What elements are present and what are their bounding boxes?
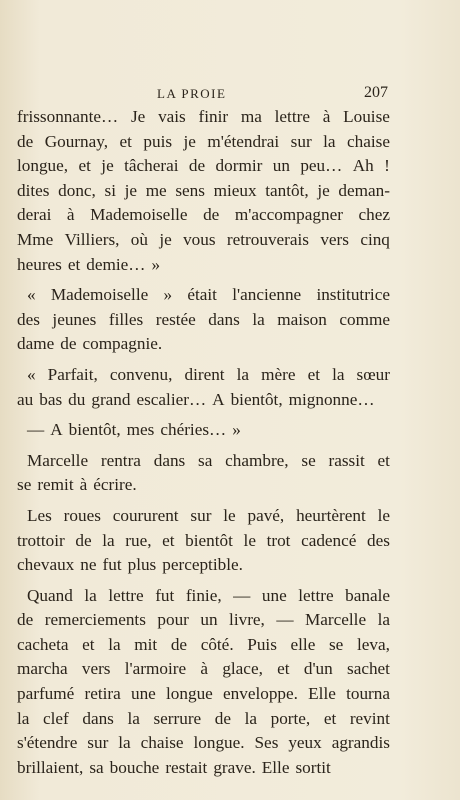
text-line: s'étendre sur la chaise longue. Ses yeux agrandis bbox=[17, 733, 390, 753]
text-line: Mme Villiers, où je vous retrouverais vers cinq bbox=[17, 229, 390, 249]
page-number: 207 bbox=[364, 84, 388, 101]
paragraph bbox=[17, 504, 390, 578]
paragraph bbox=[17, 283, 390, 357]
text-line: « Mademoiselle » était l'ancienne institutrice bbox=[27, 285, 390, 305]
text-line: cacheta et la mit de côté. Puis elle se leva, bbox=[17, 634, 390, 654]
text-line: se remit à écrire. bbox=[17, 475, 137, 495]
text-line: brillaient, sa bouche restait grave. Elle sortit bbox=[17, 757, 331, 777]
text-line: — A bientôt, mes chéries… » bbox=[27, 420, 241, 440]
running-title: LA PROIE bbox=[157, 86, 227, 101]
paragraph bbox=[17, 418, 390, 443]
text-line: des jeunes filles restée dans la maison comme bbox=[17, 309, 390, 329]
text-line: chevaux ne fut plus perceptible. bbox=[17, 555, 243, 575]
text-line: trottoir de la rue, et bientôt le trot cadencé des bbox=[17, 530, 390, 550]
paragraph bbox=[17, 584, 390, 781]
text-line: la clef dans la serrure de la porte, et revint bbox=[17, 708, 390, 728]
text-line: marcha vers l'armoire à glace, et d'un sachet bbox=[17, 659, 390, 679]
text-line: au bas du grand escalier… A bientôt, mignonne… bbox=[17, 389, 375, 409]
paragraph bbox=[17, 449, 390, 498]
text-line: Les roues coururent sur le pavé, heurtèrent le bbox=[27, 505, 390, 525]
page-header bbox=[17, 86, 388, 106]
text-line: heures et demie… » bbox=[17, 254, 161, 274]
text-line: derai à Mademoiselle de m'accompagner chez bbox=[17, 205, 390, 225]
paragraph bbox=[17, 363, 390, 412]
text-line: de remerciements pour un livre, — Marcelle la bbox=[17, 610, 390, 630]
text-line: Marcelle rentra dans sa chambre, se rassit et bbox=[27, 450, 390, 470]
paragraph bbox=[17, 105, 390, 277]
text-line: longue, et je tâcherai de dormir un peu… Ah ! bbox=[17, 156, 390, 176]
body-text bbox=[17, 105, 390, 780]
text-line: Quand la lettre fut finie, — une lettre banale bbox=[27, 585, 390, 605]
text-line: dites donc, si je me sens mieux tantôt, je deman- bbox=[17, 180, 390, 200]
text-line: « Parfait, convenu, dirent la mère et la sœur bbox=[27, 364, 390, 384]
text-line: parfumé retira une longue enveloppe. Elle tourna bbox=[17, 684, 390, 704]
text-line: de Gournay, et puis je m'étendrai sur la chaise bbox=[17, 131, 390, 151]
text-line: dame de compagnie. bbox=[17, 334, 163, 354]
text-line: frissonnante… Je vais finir ma lettre à Louise bbox=[17, 107, 390, 126]
